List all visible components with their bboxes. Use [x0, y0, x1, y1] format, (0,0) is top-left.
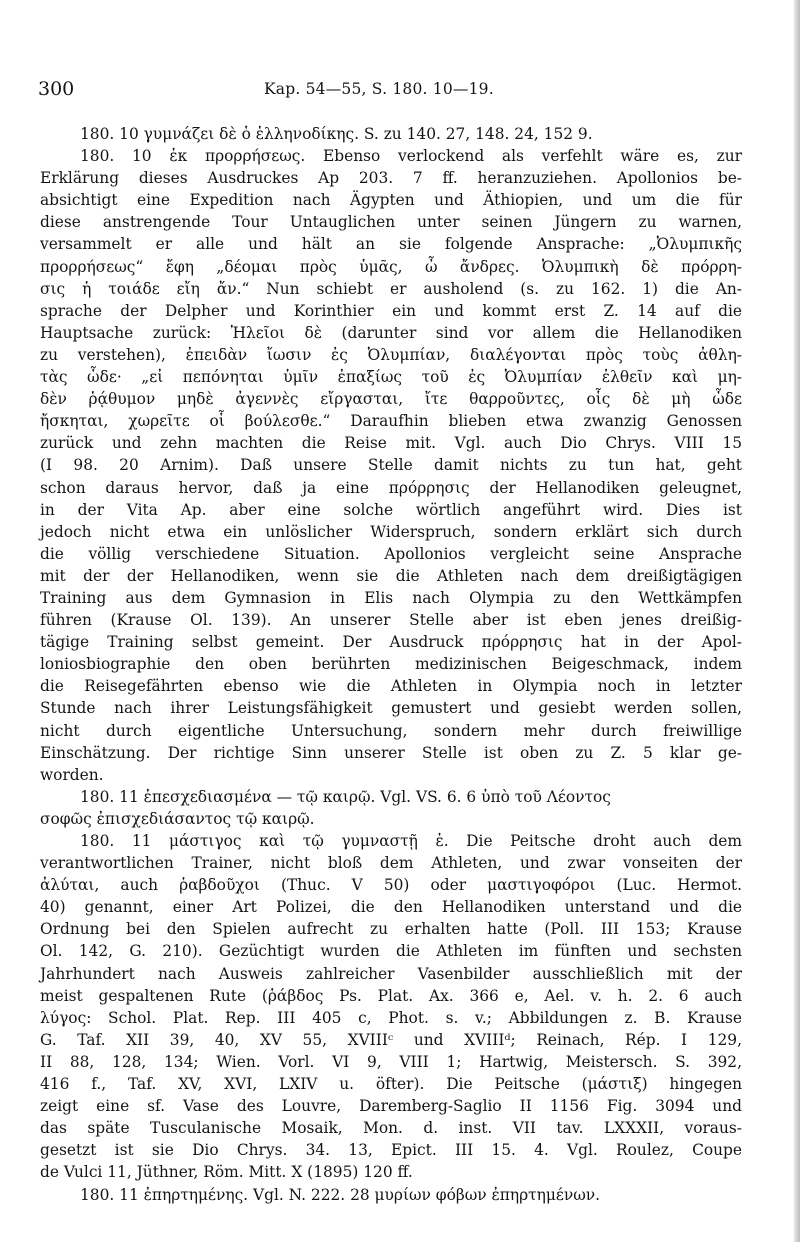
- commentary-text: [40, 123, 742, 1206]
- text-line: Erklärung dieses Ausdruckes Ap 203. 7 ff. heranzuziehen. Apollonios be-: [40, 169, 742, 188]
- text-line: τὰς ὧδε· „εἰ πεπόνηται ὑμῖν ἐπαξίως τοῦ ἐς Ὀλυμπίαν ἐλθεῖν καὶ μη-: [40, 368, 742, 387]
- text-line: meist gespaltenen Rute (ῥάβδος Ps. Plat. Ax. 366 e, Ael. v. h. 2. 6 auch: [40, 986, 742, 1005]
- text-line: tägige Training selbst gemeint. Der Ausdruck πρόρρησις hat in der Apol-: [40, 633, 742, 652]
- text-line: προρρήσεως“ ἔφη „δέομαι πρὸς ὑμᾶς, ὦ ἄνδρες. Ὀλυμπικὴ δὲ πρόρρη-: [40, 257, 742, 276]
- text-line: Jahrhundert nach Ausweis zahlreicher Vasenbilder ausschließlich mit der: [40, 964, 742, 983]
- text-line: 416 f., Taf. XV, XVI, LXIV u. öfter). Die Peitsche (μάστιξ) hingegen: [40, 1075, 742, 1094]
- text-line: δὲν ῥᾴθυμον μηδὲ ἀγεννὲς εἴργασται, ἴτε θαρροῦντες, οἷς δὲ μὴ ὧδε: [40, 390, 742, 409]
- text-line: 180. 11 ἐπεσχεδιασμένα — τῷ καιρῷ. Vgl. VS. 6. 6 ὑπὸ τοῦ Λέοντος: [80, 787, 611, 806]
- text-line: 180. 11 ἐπηρτημένης. Vgl. N. 222. 28 μυρίων φόβων ἐπηρτημένων.: [80, 1185, 601, 1204]
- text-line: 180. 11 μάστιγος καὶ τῷ γυμναστῇ ἑ. Die Peitsche droht auch dem: [80, 832, 742, 850]
- text-line: G. Taf. XII 39, 40, XV 55, XVIIIᶜ und XVIIIᵈ; Reinach, Rép. I 129,: [40, 1030, 742, 1049]
- text-line: das späte Tusculanische Mosaik, Mon. d. inst. VII tav. LXXXII, voraus-: [40, 1119, 742, 1138]
- page-edge-shadow: [794, 0, 800, 1242]
- text-line: zu verstehen), ἐπειδὰν ἴωσιν ἐς Ὀλυμπίαν, διαλέγονται πρὸς τοὺς ἀθλη-: [40, 345, 742, 364]
- text-line: 40) genannt, einer Art Polizei, die den Hellanodiken unterstand und die: [40, 898, 742, 917]
- text-line: Einschätzung. Der richtige Sinn unserer Stelle ist oben zu Z. 5 klar ge-: [40, 743, 742, 762]
- text-line: II 88, 128, 134; Wien. Vorl. VI 9, VIII 1; Hartwig, Meistersch. S. 392,: [40, 1052, 742, 1071]
- text-line: ἤσκηται, χωρεῖτε οἷ βούλεσθε.“ Daraufhin blieben etwa zwanzig Genossen: [40, 412, 742, 431]
- text-line: nicht durch eigentliche Untersuchung, sondern mehr durch freiwillige: [40, 721, 742, 740]
- text-line: Ordnung bei den Spielen aufrecht zu erhalten hatte (Poll. III 153; Krause: [40, 920, 742, 939]
- text-line: gesetzt ist sie Dio Chrys. 34. 13, Epict. III 15. 4. Vgl. Roulez, Coupe: [40, 1141, 742, 1160]
- text-line: die völlig verschiedene Situation. Apollonios vergleicht seine Ansprache: [40, 544, 742, 563]
- text-line: 180. 10 ἐκ προρρήσεως. Ebenso verlockend als verfehlt wäre es, zur: [80, 147, 742, 166]
- text-line: verantwortlichen Trainer, nicht bloß dem Athleten, und zwar vonseiten der: [40, 854, 742, 873]
- page-number: 300: [38, 78, 75, 100]
- text-line: versammelt er alle und hält an sie folgende Ansprache: „Ὀλυμπικῆς: [40, 235, 742, 254]
- text-line: zeigt eine sf. Vase des Louvre, Daremberg-Saglio II 1156 Fig. 3094 und: [40, 1097, 742, 1116]
- text-line: jedoch nicht etwa ein unlöslicher Widerspruch, sondern erklärt sich durch: [40, 522, 742, 541]
- text-line: loniosbiographie den oben berührten medizinischen Beigeschmack, indem: [40, 655, 742, 674]
- running-head: Kap. 54—55, S. 180. 10—19.: [264, 80, 494, 98]
- text-line: sprache der Delpher und Korinthier ein und kommt erst Z. 14 auf die: [40, 301, 742, 320]
- text-line: σοφῶς ἐπισχεδιάσαντος τῷ καιρῷ.: [40, 809, 315, 828]
- text-line: führen (Krause Ol. 139). An unserer Stelle aber ist eben jenes dreißig-: [40, 611, 742, 630]
- text-line: Ol. 142, G. 210). Gezüchtigt wurden die Athleten im fünften und sechsten: [40, 942, 742, 961]
- text-line: die Reisegefährten ebenso wie die Athleten in Olympia noch in letzter: [40, 677, 742, 696]
- text-line: Training aus dem Gymnasion in Elis nach Olympia zu den Wettkämpfen: [40, 588, 742, 607]
- text-line: zurück und zehn machten die Reise mit. Vgl. auch Dio Chrys. VIII 15: [40, 434, 742, 453]
- text-line: diese anstrengende Tour Untauglichen unter seinen Jüngern zu warnen,: [40, 213, 742, 232]
- text-line: ἀλύται, auch ῥαβδοῦχοι (Thuc. V 50) oder μαστιγοφόροι (Luc. Hermot.: [40, 876, 742, 895]
- text-line: mit der der Hellanodiken, wenn sie die Athleten nach dem dreißigtägigen: [40, 566, 742, 585]
- text-line: worden.: [40, 765, 104, 784]
- page-header: [38, 78, 742, 104]
- text-line: Hauptsache zurück: Ἠλεῖοι δὲ (darunter sind vor allem die Hellanodiken: [40, 323, 742, 342]
- text-line: Stunde nach ihrer Leistungsfähigkeit gemustert und gesiebt werden sollen,: [40, 699, 742, 718]
- text-line: de Vulci 11, Jüthner, Röm. Mitt. X (1895) 120 ff.: [40, 1163, 413, 1182]
- text-line: 180. 10 γυμνάζει δὲ ὁ ἑλληνοδίκης. S. zu 140. 27, 148. 24, 152 9.: [80, 125, 593, 143]
- text-line: σις ἡ τοιάδε εἴη ἄν.“ Nun schiebt er ausholend (s. zu 162. 1) die An-: [40, 279, 742, 298]
- text-line: absichtigt eine Expedition nach Ägypten und Äthiopien, und um die für: [40, 191, 742, 210]
- text-line: in der Vita Ap. aber eine solche wörtlich angeführt wird. Dies ist: [40, 500, 742, 519]
- text-line: λύγος: Schol. Plat. Rep. III 405 c, Phot. s. v.; Abbildungen z. B. Krause: [40, 1008, 742, 1027]
- text-line: (I 98. 20 Arnim). Daß unsere Stelle damit nichts zu tun hat, geht: [40, 456, 742, 475]
- text-line: schon daraus hervor, daß ja eine πρόρρησις der Hellanodiken geleugnet,: [40, 478, 742, 497]
